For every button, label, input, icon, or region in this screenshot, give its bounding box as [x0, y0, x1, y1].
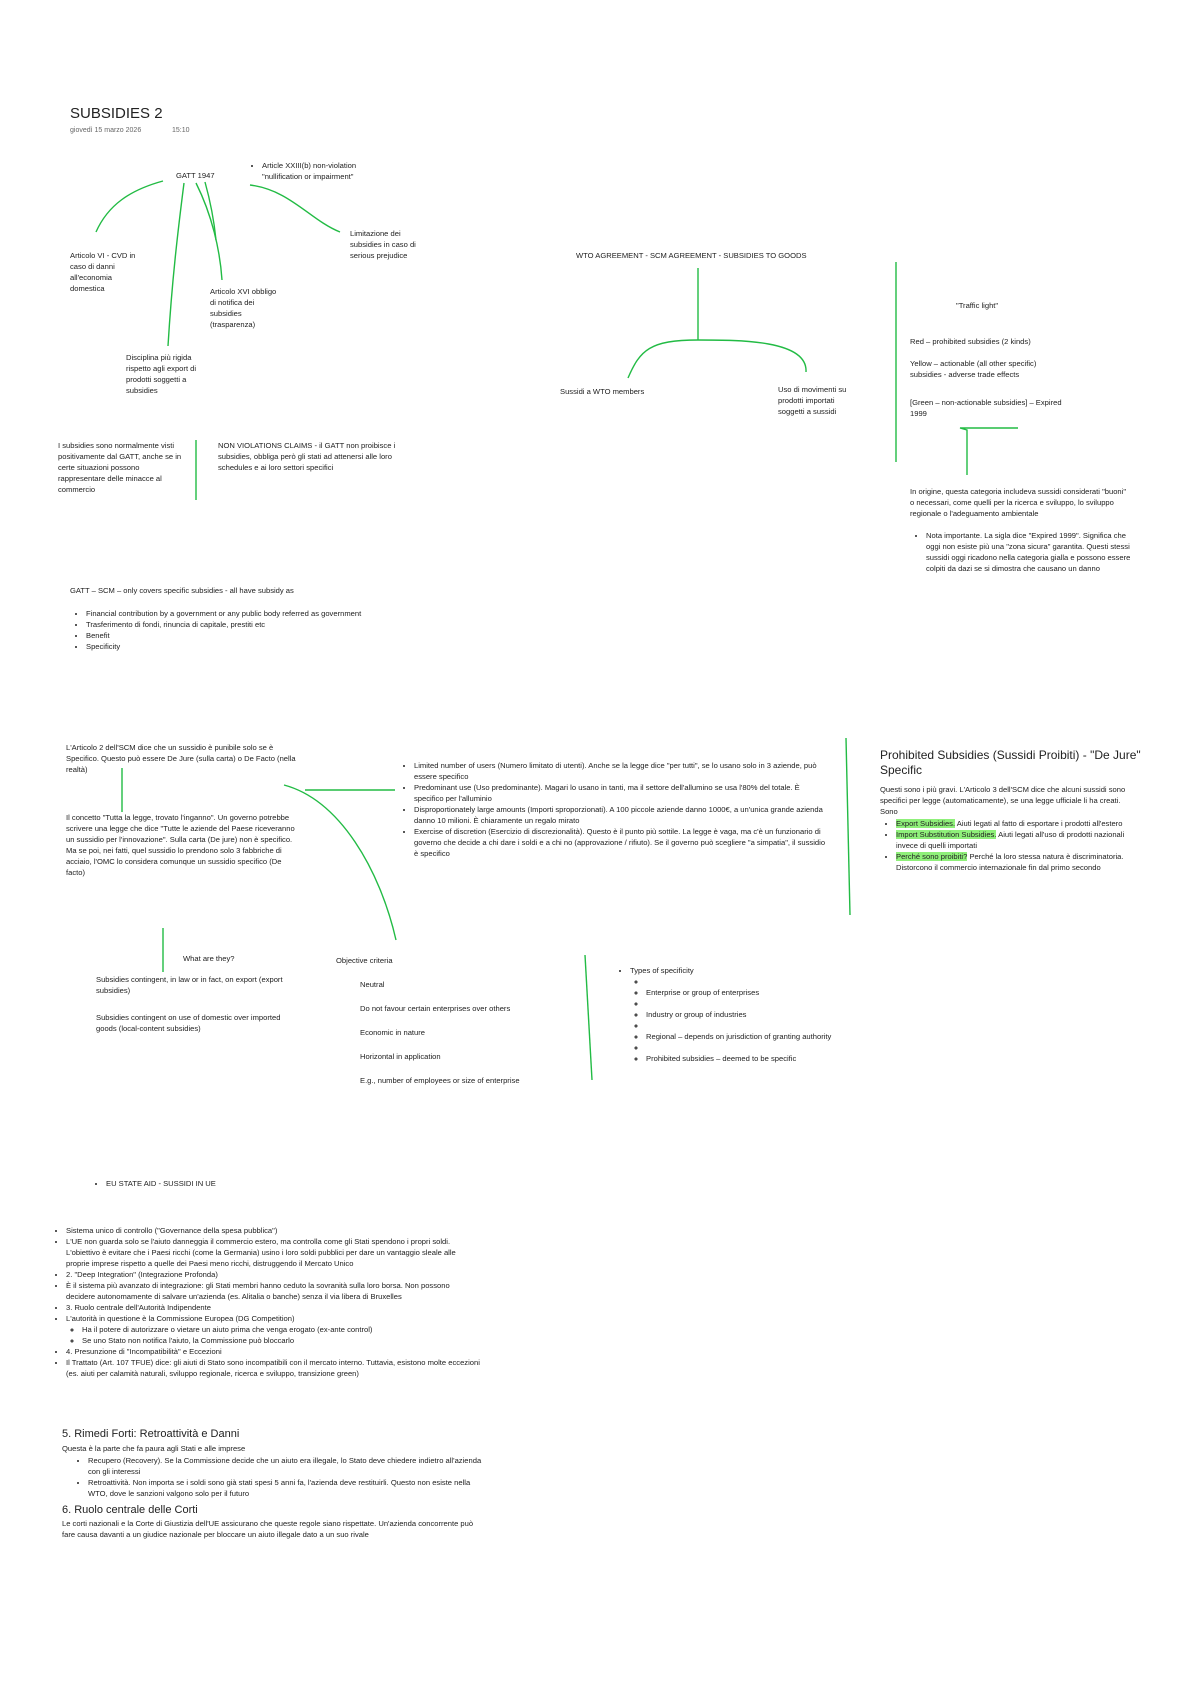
- gatt-scm-item: • Trasferimento di fondi, rinuncia di capitale, prestiti etc: [86, 619, 490, 630]
- gatt-scm-list: [70, 608, 490, 652]
- wto-branch-line: [628, 340, 806, 378]
- article2-to-objective-line: [284, 785, 396, 940]
- types-item: ◦ Prohibited subsidies – deemed to be specific: [646, 1053, 904, 1064]
- gatt-scm-item: • Specificity: [86, 641, 490, 652]
- traffic-yellow: Yellow – actionable (all other specific) subsidies - adverse trade effects: [910, 359, 1037, 379]
- types-title: • Types of specificity: [630, 965, 904, 976]
- traffic-title: "Traffic light": [956, 301, 999, 310]
- eu-section5-item: • Retroattività. Non importa se i soldi sono già stati spesi 5 anni fa, l'azienda deve restituirli. Questo non esiste nella WTO, dove le sanzioni valgono solo per il futuro: [88, 1477, 482, 1499]
- article2-criteria-list: [398, 760, 828, 859]
- eu-heading: • EU STATE AID - SUSSIDI IN UE: [106, 1178, 290, 1189]
- gatt-to-art6-line: [96, 181, 163, 232]
- gatt-to-limitations-line: [250, 185, 340, 232]
- objective-title: Objective criteria: [336, 956, 393, 965]
- gatt-to-discipline-line: [168, 183, 184, 346]
- eu-section6-text: Le corti nazionali e la Corte di Giustizia dell'UE assicurano che queste regole siano rispettate. Un'azienda concorrente può fare causa davanti a un giudice nazionale per bloccare un aiuto illegale dato a un suo rivale: [62, 1519, 474, 1539]
- traffic-to-origin-line: [960, 428, 1018, 475]
- article2-intro: L'Articolo 2 dell'SCM dice che un sussidio è punibile solo se è Specifico. Questo può essere De Jure (sulla carta) o De Facto (nella realtà): [66, 743, 296, 774]
- eu-section5-title: 5. Rimedi Forti: Retroattività e Danni: [62, 1428, 240, 1440]
- types-item: ◦ Industry or group of industries: [646, 1009, 904, 1020]
- prohibited-item: [896, 829, 1132, 851]
- prohibited-item: [896, 851, 1132, 873]
- wto-center-label: WTO AGREEMENT - SCM AGREEMENT - SUBSIDIES TO GOODS: [576, 251, 807, 260]
- eu-heading-list: [90, 1178, 290, 1189]
- prohibited-item-text: Aiuti legati al fatto di esportare i prodotti all'estero: [955, 819, 1123, 828]
- prohibited-item: [896, 818, 1132, 829]
- traffic-green: [Green – non-actionable subsidies] – Expired 1999: [910, 398, 1062, 418]
- page-time: 15:10: [172, 127, 190, 134]
- prohibited-intro: Questi sono i più gravi. L'Articolo 3 dell'SCM dice che alcuni sussidi sono specifici per legge (automaticamente), se una legge ufficiale li ha creati. Sono: [880, 785, 1126, 816]
- types-item: ◦ Enterprise or group of enterprises: [646, 987, 904, 998]
- wto-left-label: Sussidi a WTO members: [560, 387, 645, 396]
- what-are-title: What are they?: [183, 954, 235, 963]
- types-list: [614, 965, 904, 1064]
- prohibited-list: [880, 818, 1132, 873]
- article2-concept: Il concetto "Tutta la legge, trovato l'inganno". Un governo potrebbe scrivere una legge che dice "Tutte le aziende del Paese riceveranno un sussidio per l'innovazione". Sulla carta (De jure) non è specifico. Ma se poi, nei fatti, quel sussidio lo prendono solo 3 fabbriche di acciaio, l'OMC lo considera comunque un sussidio specifico (De facto): [66, 813, 295, 877]
- traffic-red: Red – prohibited subsidies (2 kinds): [910, 337, 1031, 346]
- eu-item: • 3. Ruolo centrale dell'Autorità Indipendente: [66, 1302, 480, 1313]
- gatt-discipline-note: Disciplina più rigida rispetto agli export di prodotti soggetti a subsidies: [126, 353, 197, 395]
- eu-list: [50, 1225, 480, 1379]
- gatt-to-art16b-line: [205, 182, 216, 240]
- page-date: giovedì 15 marzo 2026: [70, 127, 142, 134]
- article2-criteria-item: • Exercise of discretion (Esercizio di discrezionalità). Questo è il punto più sottile. La legge è vaga, ma c'è un funzionario di governo che decide a chi dare i soldi e a chi no (approvazione / rifiuto). Se il governo può scegliere "a simpatia", il sussidio è specifico: [414, 826, 828, 859]
- traffic-origin-note: In origine, questa categoria includeva sussidi considerati "buoni" o necessari, come quelli per la ricerca e sviluppo, lo sviluppo regionale o l'adeguamento ambientale: [910, 487, 1127, 518]
- types-item: [646, 976, 904, 987]
- eu-item: • È il sistema più avanzato di integrazione: gli Stati membri hanno ceduto la sovranità sulla loro borsa. Non possono decidere autonomamente di salvare un'azienda (es. Alitalia o banche) senza il via libera di Bruxelles: [66, 1280, 480, 1302]
- prohibited-item-text: Aiuti legati all'uso di prodotti nazionali invece di quelli importati: [896, 830, 1125, 850]
- objective-item: Neutral: [360, 980, 385, 989]
- gatt-left-note: I subsidies sono normalmente visti positivamente dal GATT, anche se in certe situazioni possono rappresentare delle minacce al commercio: [58, 441, 182, 494]
- prohibited-item-text: Perché la loro stessa natura è discriminatoria. Distorcono il commercio internazionale fin dal primo secondo: [896, 852, 1124, 872]
- wto-right-label: Uso di movimenti su prodotti importati soggetti a sussidi: [778, 385, 847, 416]
- gatt-scm-item: • Financial contribution by a government or any public body referred as government: [86, 608, 490, 619]
- types-item: ◦ Regional – depends on jurisdiction of granting authority: [646, 1031, 904, 1042]
- traffic-important-note: [910, 530, 1136, 574]
- prohibited-item-highlight: Import Substitution Subsidies.: [896, 830, 997, 839]
- article2-criteria-item: • Limited number of users (Numero limitato di utenti). Anche se la legge dice "per tutti", se lo usano solo in 3 aziende, può essere specifico: [414, 760, 828, 782]
- objective-item: Do not favour certain enterprises over others: [360, 1004, 511, 1013]
- what-are-p2: Subsidies contingent on use of domestic over imported goods (local-content subsidies): [96, 1013, 281, 1033]
- article2-criteria-item: • Predominant use (Uso predominante). Magari lo usano in tanti, ma il settore dell'allumino se usa l'80% del totale. È specifico per l'alluminio: [414, 782, 828, 804]
- prohibited-title: Prohibited Subsidies (Sussidi Proibiti) - "De Jure" Specific: [880, 748, 1141, 777]
- types-item: [646, 998, 904, 1009]
- traffic-important-bullet: • Nota importante. La sigla dice "Expired 1999". Significa che oggi non esiste più una "zona sicura" garantita. Questi stessi sussidi oggi ricadono nella categoria gialla e possono essere colpiti da dazi se si dimostra che causano un danno: [926, 530, 1136, 574]
- eu-item: • 4. Presunzione di "Incompatibilità" e Eccezioni: [66, 1346, 480, 1357]
- gatt-center-label: GATT 1947: [176, 171, 215, 180]
- eu-item: • Sistema unico di controllo ("Governance della spesa pubblica"): [66, 1225, 480, 1236]
- eu-subitem: ◦ Se uno Stato non notifica l'aiuto, la Commissione può bloccarlo: [82, 1335, 480, 1346]
- gatt-art6-note: Articolo VI - CVD in caso di danni all'economia domestica: [70, 251, 136, 293]
- eu-item: • 2. "Deep Integration" (Integrazione Profonda): [66, 1269, 480, 1280]
- gatt-limitations-note: Limitazione dei subsidies in caso di serious prejudice: [350, 229, 416, 260]
- eu-item: • L'autorità in questione è la Commissione Europea (DG Competition): [66, 1313, 480, 1324]
- page-title: SUBSIDIES 2: [70, 105, 163, 122]
- article2-criteria-item: • Disproportionately large amounts (Importi sproporzionati). A 100 piccole aziende danno 1000€, a un'unica grande azienda danno 10 milioni. È chiaramente un regalo mirato: [414, 804, 828, 826]
- gatt-art23-note: [246, 160, 396, 182]
- eu-section6-title: 6. Ruolo centrale delle Corti: [62, 1504, 198, 1516]
- eu-section5-list: [72, 1455, 482, 1499]
- objective-divider-line: [585, 955, 592, 1080]
- eu-section5-intro: Questa è la parte che fa paura agli Stati e alle imprese: [62, 1444, 246, 1453]
- gatt-art23-bullet: • Article XXIII(b) non-violation "nullification or impairment": [262, 160, 396, 182]
- prohibited-item-highlight: Export Subsidies.: [896, 819, 956, 828]
- eu-subitem: ◦ Ha il potere di autorizzare o vietare un aiuto prima che venga erogato (ex-ante control): [82, 1324, 480, 1335]
- types-item: [646, 1042, 904, 1053]
- types-item: [646, 1020, 904, 1031]
- prohibited-divider-line: [846, 738, 850, 915]
- objective-item: Horizontal in application: [360, 1052, 441, 1061]
- gatt-art16-note: Articolo XVI obbligo di notifica dei subsidies (trasparenza): [210, 287, 277, 329]
- eu-section5-item: • Recupero (Recovery). Se la Commissione decide che un aiuto era illegale, lo Stato deve chiedere indietro all'azienda con gli interessi: [88, 1455, 482, 1477]
- gatt-scm-heading: GATT – SCM – only covers specific subsidies - all have subsidy as: [70, 586, 294, 595]
- eu-item: • L'UE non guarda solo se l'aiuto danneggia il commercio estero, ma controlla come gli Stati spendono i propri soldi. L'obiettivo è evitare che i Paesi ricchi (come la Germania) usino i loro soldi pubblici per dare un vantaggio sleale alle proprie imprese rispetto a quelle dei Paesi meno ricchi, distruggendo il Mercato Unico: [66, 1236, 480, 1269]
- objective-item: Economic in nature: [360, 1028, 426, 1037]
- what-are-p1: Subsidies contingent, in law or in fact, on export (export subsidies): [96, 975, 283, 995]
- eu-item: • Il Trattato (Art. 107 TFUE) dice: gli aiuti di Stato sono incompatibili con il mercato interno. Tuttavia, esistono molte eccezioni (es. aiuti per calamità naturali, sviluppo regionale, ricerca e sviluppo, transizione green): [66, 1357, 480, 1379]
- gatt-scm-item: • Benefit: [86, 630, 490, 641]
- gatt-non-violation-note: NON VIOLATIONS CLAIMS - il GATT non proibisce i subsidies, obbliga però gli stati ad attenersi alle loro schedules e ai loro settori specifici: [218, 441, 396, 472]
- objective-item: E.g., number of employees or size of enterprise: [360, 1076, 520, 1085]
- prohibited-item-highlight: Perché sono proibiti?: [896, 852, 968, 861]
